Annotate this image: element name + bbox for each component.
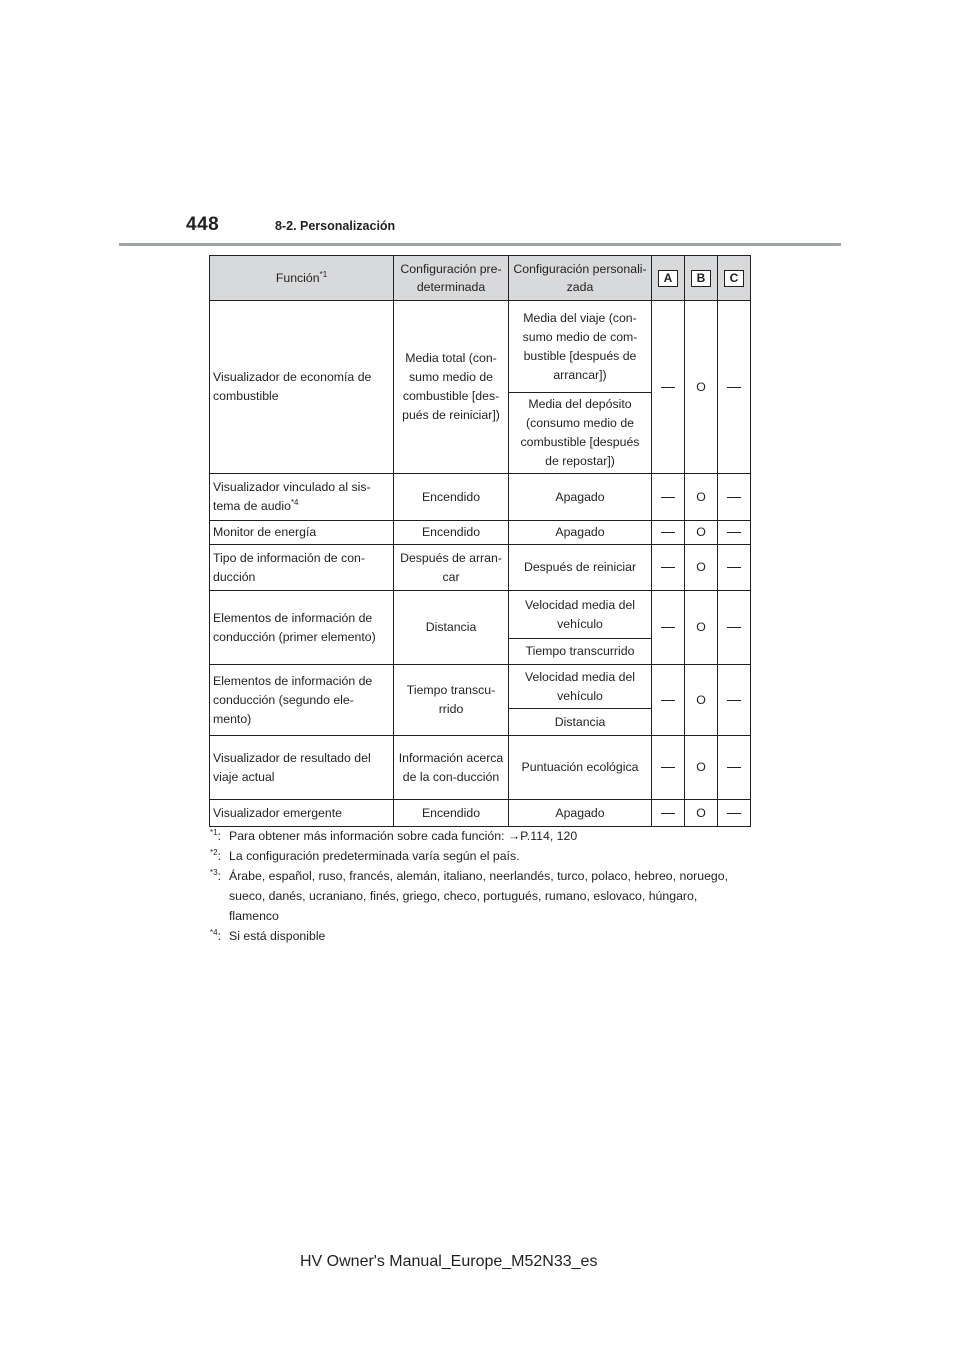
cell-default: Distancia bbox=[394, 591, 509, 665]
cell-col-b: O bbox=[685, 800, 718, 827]
header-col-c bbox=[718, 256, 751, 301]
header-col-a bbox=[652, 256, 685, 301]
dash-mark bbox=[727, 532, 741, 533]
footnote-item bbox=[210, 826, 750, 846]
footnote-mark: $^{*3}$: bbox=[210, 867, 221, 883]
cell-col-a bbox=[652, 474, 685, 521]
dash-mark bbox=[661, 767, 675, 768]
cell-custom: Media del viaje (con-sumo medio de com-bustible [después de arrancar]) bbox=[509, 301, 652, 393]
cell-col-a bbox=[652, 736, 685, 800]
header-custom: Configuración personali-zada bbox=[509, 256, 652, 301]
cell-col-a bbox=[652, 521, 685, 545]
col-c-label: C bbox=[724, 270, 744, 287]
cell-custom: Puntuación ecológica bbox=[509, 736, 652, 800]
cell-col-b: O bbox=[685, 521, 718, 545]
dash-mark bbox=[727, 813, 741, 814]
cell-custom: Media del depósito (consumo medio de combustible [después de repostar]) bbox=[509, 393, 652, 474]
cell-function: Visualizador emergente bbox=[210, 800, 394, 827]
dash-mark bbox=[727, 767, 741, 768]
table-row bbox=[210, 521, 751, 545]
dash-mark bbox=[661, 700, 675, 701]
cell-col-b: O bbox=[685, 591, 718, 665]
footnote-ref: *1 bbox=[319, 269, 328, 279]
cell-col-a bbox=[652, 545, 685, 591]
cell-default: Información acerca de la con-ducción bbox=[394, 736, 509, 800]
dash-mark bbox=[661, 497, 675, 498]
dash-mark bbox=[661, 387, 675, 388]
header-col-b bbox=[685, 256, 718, 301]
dash-mark bbox=[727, 567, 741, 568]
cell-col-c bbox=[718, 736, 751, 800]
dash-mark bbox=[661, 567, 675, 568]
header-rule bbox=[119, 243, 841, 246]
cell-col-c bbox=[718, 545, 751, 591]
cell-function: Tipo de información de con-ducción bbox=[210, 545, 394, 591]
cell-col-c bbox=[718, 800, 751, 827]
cell-function: Visualizador de resultado del viaje actual bbox=[210, 736, 394, 800]
footnote-number: *1 bbox=[210, 827, 218, 837]
dash-mark bbox=[727, 387, 741, 388]
cell-col-b: O bbox=[685, 665, 718, 736]
cell-default: Después de arran-car bbox=[394, 545, 509, 591]
cell-default: Encendido bbox=[394, 521, 509, 545]
cell-default: Media total (con-sumo medio de combustible [des-pués de reiniciar]) bbox=[394, 301, 509, 474]
footnote-ref: *4 bbox=[290, 497, 299, 507]
col-a-label: A bbox=[658, 270, 678, 287]
footnote-number: *3 bbox=[210, 867, 218, 877]
cell-col-b: O bbox=[685, 301, 718, 474]
section-title: 8-2. Personalización bbox=[275, 219, 396, 233]
cell-custom: Apagado bbox=[509, 474, 652, 521]
footnote-text: Si está disponible bbox=[229, 929, 326, 943]
cell-function: Visualizador de economía de combustible bbox=[210, 301, 394, 474]
cell-custom: Velocidad media del vehículo bbox=[509, 591, 652, 639]
footnote-text: Para obtener más información sobre cada función: →P.114, 120 bbox=[229, 829, 578, 843]
header-default: Configuración pre-determinada bbox=[394, 256, 509, 301]
cell-col-c bbox=[718, 521, 751, 545]
footnote-item bbox=[210, 846, 750, 866]
footnote-number: *4 bbox=[210, 927, 218, 937]
cell-col-b: O bbox=[685, 736, 718, 800]
cell-default: Tiempo transcu-rrido bbox=[394, 665, 509, 736]
col-b-label: B bbox=[691, 270, 711, 287]
cell-function: Monitor de energía bbox=[210, 521, 394, 545]
cell-custom: Tiempo transcurrido bbox=[509, 639, 652, 665]
cell-custom: Después de reiniciar bbox=[509, 545, 652, 591]
dash-mark bbox=[727, 700, 741, 701]
footnote-item bbox=[210, 866, 750, 926]
cell-col-b: O bbox=[685, 545, 718, 591]
cell-custom: Apagado bbox=[509, 521, 652, 545]
table-row bbox=[210, 736, 751, 800]
cell-custom: Distancia bbox=[509, 709, 652, 736]
footnote-text: La configuración predeterminada varía según el país. bbox=[229, 849, 520, 863]
cell-col-a bbox=[652, 301, 685, 474]
footnotes bbox=[210, 826, 750, 946]
cell-col-c bbox=[718, 665, 751, 736]
page-number: 448 bbox=[186, 214, 220, 235]
header-function bbox=[210, 256, 394, 301]
table-row bbox=[210, 474, 751, 521]
table-header-row bbox=[210, 256, 751, 301]
table-row bbox=[210, 591, 751, 639]
footnote-mark: $^{*4}$: bbox=[210, 927, 221, 943]
cell-col-c bbox=[718, 591, 751, 665]
cell-default: Encendido bbox=[394, 474, 509, 521]
table-row bbox=[210, 301, 751, 393]
dash-mark bbox=[661, 813, 675, 814]
cell-function-label: Visualizador vinculado al sis-tema de audio bbox=[213, 480, 371, 513]
cell-col-b: O bbox=[685, 474, 718, 521]
footer-manual-id: HV Owner's Manual_Europe_M52N33_es bbox=[300, 1253, 598, 1270]
table-row bbox=[210, 665, 751, 709]
cell-function: Elementos de información de conducción (segundo ele-mento) bbox=[210, 665, 394, 736]
footnote-mark: $^{*2}$: bbox=[210, 847, 221, 863]
cell-col-c bbox=[718, 301, 751, 474]
dash-mark bbox=[661, 532, 675, 533]
cell-col-c bbox=[718, 474, 751, 521]
settings-table bbox=[209, 255, 751, 827]
dash-mark bbox=[727, 627, 741, 628]
cell-col-a bbox=[652, 800, 685, 827]
cell-col-a bbox=[652, 591, 685, 665]
dash-mark bbox=[727, 497, 741, 498]
cell-col-a bbox=[652, 665, 685, 736]
table-row bbox=[210, 800, 751, 827]
footnote-item bbox=[210, 926, 750, 946]
footnote-text: Árabe, español, ruso, francés, alemán, italiano, neerlandés, turco, polaco, hebreo, noruego, sueco, danés, ucraniano, finés, griego, checo, portugués, rumano, eslovaco, húngaro, flamenco bbox=[229, 869, 729, 923]
footnote-mark: $^{*1}$: bbox=[210, 827, 221, 843]
header-function-label: Función bbox=[275, 271, 320, 285]
cell-custom: Velocidad media del vehículo bbox=[509, 665, 652, 709]
cell-custom: Apagado bbox=[509, 800, 652, 827]
dash-mark bbox=[661, 627, 675, 628]
table-row bbox=[210, 545, 751, 591]
cell-function bbox=[210, 474, 394, 521]
cell-function: Elementos de información de conducción (primer elemento) bbox=[210, 591, 394, 665]
footnote-number: *2 bbox=[210, 847, 218, 857]
cell-default: Encendido bbox=[394, 800, 509, 827]
